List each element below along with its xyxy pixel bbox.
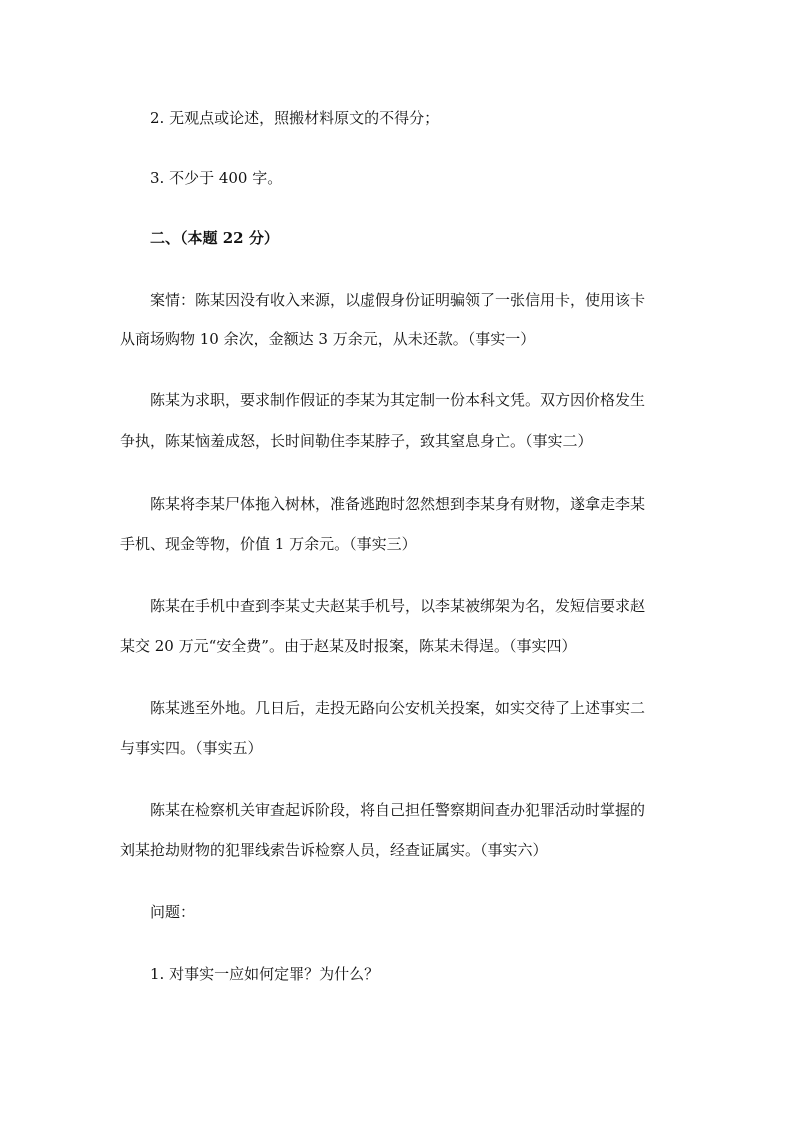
fact3-line-2: 手机、现金等物，价值 1 万余元。（事实三） [120, 535, 417, 553]
questions-label: 问题： [150, 903, 196, 921]
fact4-line-1: 陈某在手机中查到李某丈夫赵某手机号，以李某被绑架为名，发短信要求赵 [150, 597, 646, 615]
fact4-line-2: 某交 20 万元“安全费”。由于赵某及时报案，陈某未得逞。（事实四） [120, 637, 577, 655]
fact5-line-2: 与事实四。（事实五） [120, 739, 263, 757]
case-line-2: 从商场购物 10 余次，金额达 3 万余元，从未还款。（事实一） [120, 330, 536, 348]
case-line-1: 案情：陈某因没有收入来源，以虚假身份证明骗领了一张信用卡，使用该卡 [150, 291, 646, 309]
fact5-line-1: 陈某逃至外地。几日后，走投无路向公安机关投案，如实交待了上述事实二 [150, 699, 646, 717]
question-1: 1. 对事实一应如何定罪？为什么？ [150, 965, 380, 983]
fact6-line-1: 陈某在检察机关审查起诉阶段，将自己担任警察期间查办犯罪活动时掌握的 [150, 801, 646, 819]
fact2-line-1: 陈某为求职，要求制作假证的李某为其定制一份本科文凭。双方因价格发生 [150, 391, 646, 409]
requirement-3: 3. 不少于 400 字。 [150, 169, 283, 187]
requirement-2: 2. 无观点或论述，照搬材料原文的不得分； [150, 109, 440, 127]
section-heading: 二、（本题 22 分） [150, 229, 279, 247]
fact3-line-1: 陈某将李某尸体拖入树林，准备逃跑时忽然想到李某身有财物，遂拿走李某 [150, 495, 646, 513]
fact6-line-2: 刘某抢劫财物的犯罪线索告诉检察人员，经查证属实。（事实六） [120, 841, 548, 859]
fact2-line-2: 争执，陈某恼羞成怒，长时间勒住李某脖子，致其窒息身亡。（事实二） [120, 432, 593, 450]
